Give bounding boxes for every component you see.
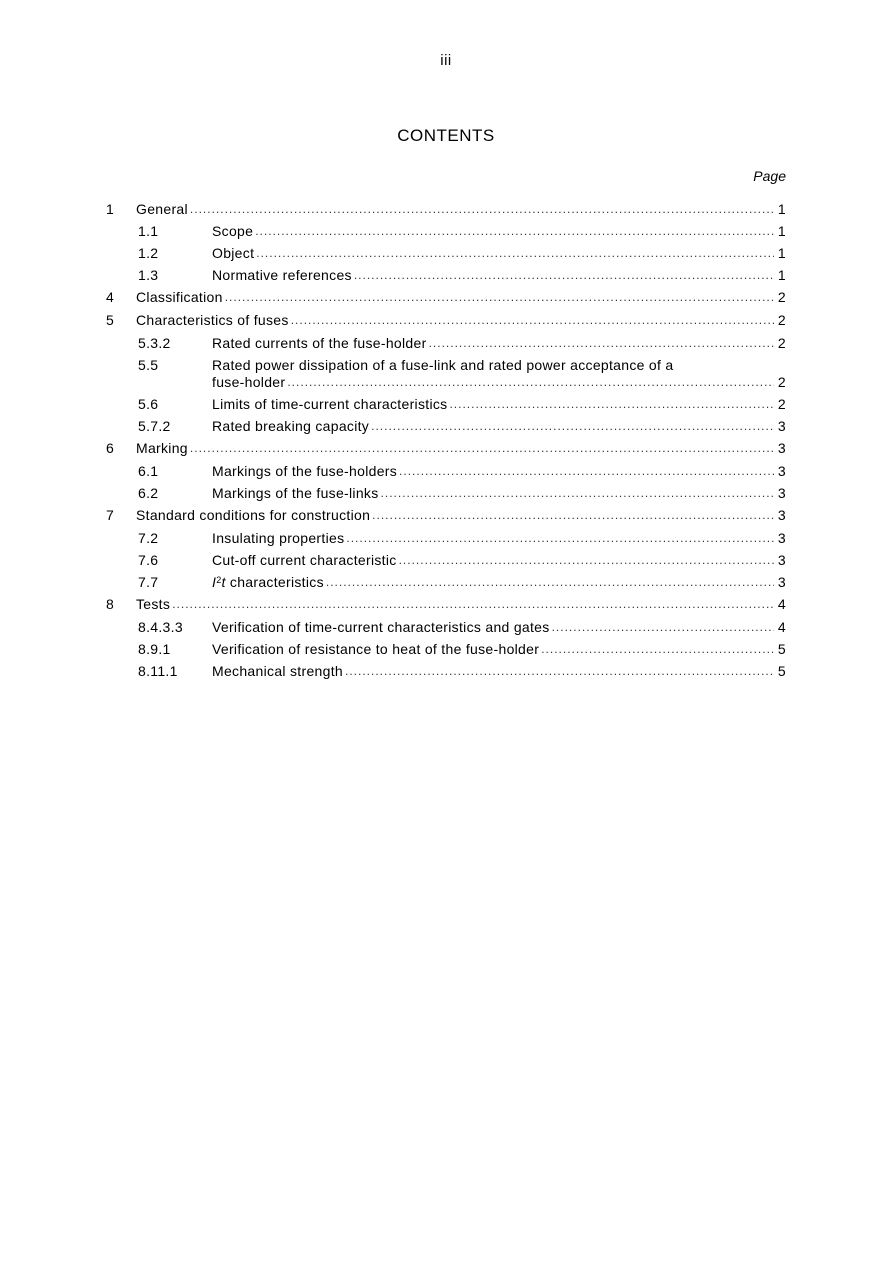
table-of-contents (106, 201, 786, 680)
toc-entry-1[interactable] (106, 201, 786, 218)
toc-entry-title: Object (212, 245, 255, 261)
toc-entry-page: 3 (777, 507, 786, 523)
toc-entry-page: 2 (777, 312, 786, 328)
toc-entry-6-1[interactable] (106, 463, 786, 480)
toc-entry-number: 8.11.1 (138, 663, 178, 679)
toc-entry-number: 6 (106, 440, 115, 456)
toc-entry-number: 1 (106, 201, 115, 217)
toc-entry-1-3[interactable] (106, 267, 786, 284)
toc-entry-title: Insulating properties (212, 530, 345, 546)
toc-entry-number: 5 (106, 312, 115, 328)
toc-entry-5-5[interactable] (106, 357, 786, 391)
toc-entry-title: Markings of the fuse-holders (212, 463, 398, 479)
toc-entry-page: 1 (777, 223, 786, 239)
toc-entry-title: Tests (136, 596, 171, 612)
toc-entry-title: Verification of resistance to heat of the fuse-holder (212, 641, 540, 657)
toc-entry-page: 3 (777, 485, 786, 501)
toc-entry-number: 5.6 (138, 396, 159, 412)
toc-entry-page: 2 (777, 335, 786, 351)
superscript-2: 2 (216, 575, 222, 585)
toc-entry-7-6[interactable] (106, 552, 786, 569)
toc-entry-title: Standard conditions for construction (136, 507, 371, 523)
toc-entry-page: 3 (777, 530, 786, 546)
toc-entry-page: 3 (777, 418, 786, 434)
toc-entry-page: 2 (777, 289, 786, 305)
toc-entry-page: 1 (777, 201, 786, 217)
toc-entry-number: 6.1 (138, 463, 159, 479)
toc-entry-page: 2 (777, 396, 786, 412)
toc-entry-7[interactable] (106, 507, 786, 524)
toc-entry-title: Markings of the fuse-links (212, 485, 379, 501)
toc-entry-page: 3 (777, 552, 786, 568)
toc-entry-page: 5 (777, 641, 786, 657)
toc-entry-page: 3 (777, 463, 786, 479)
toc-entry-6-2[interactable] (106, 485, 786, 502)
page-column-label: Page (753, 168, 786, 184)
toc-entry-5-3-2[interactable] (106, 335, 786, 352)
toc-entry-title: Normative references (212, 267, 352, 283)
toc-entry-number: 8.4.3.3 (138, 619, 183, 635)
toc-entry-number: 5.5 (138, 357, 159, 373)
toc-entry-title: General (136, 201, 188, 217)
toc-entry-title: Marking (136, 440, 188, 456)
toc-entry-number: 8.9.1 (138, 641, 171, 657)
toc-entry-1-1[interactable] (106, 223, 786, 240)
toc-entry-title-rest: characteristics (225, 574, 324, 590)
toc-entry-number: 1.3 (138, 267, 159, 283)
contents-title: CONTENTS (397, 126, 495, 145)
toc-entry-5-7-2[interactable] (106, 418, 786, 435)
toc-entry-5[interactable] (106, 312, 786, 329)
toc-entry-4[interactable] (106, 289, 786, 306)
toc-entry-page: 5 (777, 663, 786, 679)
toc-entry-number: 7.7 (138, 574, 159, 590)
toc-entry-number: 4 (106, 289, 115, 305)
toc-entry-title: Scope (212, 223, 254, 239)
toc-entry-page: 3 (777, 440, 786, 456)
toc-entry-page: 3 (777, 574, 786, 590)
toc-entry-number: 5.7.2 (138, 418, 171, 434)
toc-entry-number: 6.2 (138, 485, 159, 501)
toc-entry-page: 4 (777, 619, 786, 635)
toc-entry-5-6[interactable] (106, 396, 786, 413)
toc-entry-title: Rated power dissipation of a fuse-link and rated power acceptance of a (212, 357, 674, 373)
toc-entry-page: 4 (777, 596, 786, 612)
toc-entry-page: 1 (777, 267, 786, 283)
toc-entry-number: 8 (106, 596, 115, 612)
toc-entry-title: Limits of time-current characteristics (212, 396, 448, 412)
toc-entry-title: Verification of time-current characteristics and gates (212, 619, 550, 635)
italic-t: t (221, 574, 226, 590)
toc-entry-title-continued: fuse-holder (212, 374, 286, 390)
toc-entry-1-2[interactable] (106, 245, 786, 262)
toc-entry-number: 5.3.2 (138, 335, 171, 351)
toc-entry-7-7[interactable] (106, 574, 786, 591)
toc-entry-7-2[interactable] (106, 530, 786, 547)
toc-entry-number: 7.2 (138, 530, 159, 546)
page-number: iii (440, 52, 452, 69)
toc-entry-8[interactable] (106, 596, 786, 613)
toc-entry-number: 1.1 (138, 223, 159, 239)
toc-entry-title: Rated breaking capacity (212, 418, 370, 434)
toc-entry-8-9-1[interactable] (106, 641, 786, 658)
toc-entry-title (212, 574, 324, 591)
toc-entry-8-4-3-3[interactable] (106, 619, 786, 636)
toc-entry-title: Classification (136, 289, 223, 305)
toc-entry-6[interactable] (106, 440, 786, 457)
toc-entry-number: 7 (106, 507, 115, 523)
toc-entry-page: 2 (777, 374, 786, 390)
toc-entry-title: Characteristics of fuses (136, 312, 289, 328)
toc-entry-number: 7.6 (138, 552, 159, 568)
toc-entry-title: Cut-off current characteristic (212, 552, 397, 568)
toc-entry-title: Mechanical strength (212, 663, 343, 679)
toc-entry-number: 1.2 (138, 245, 159, 261)
toc-entry-8-11-1[interactable] (106, 663, 786, 680)
italic-i: I (212, 574, 217, 590)
toc-entry-page: 1 (777, 245, 786, 261)
toc-entry-title: Rated currents of the fuse-holder (212, 335, 427, 351)
